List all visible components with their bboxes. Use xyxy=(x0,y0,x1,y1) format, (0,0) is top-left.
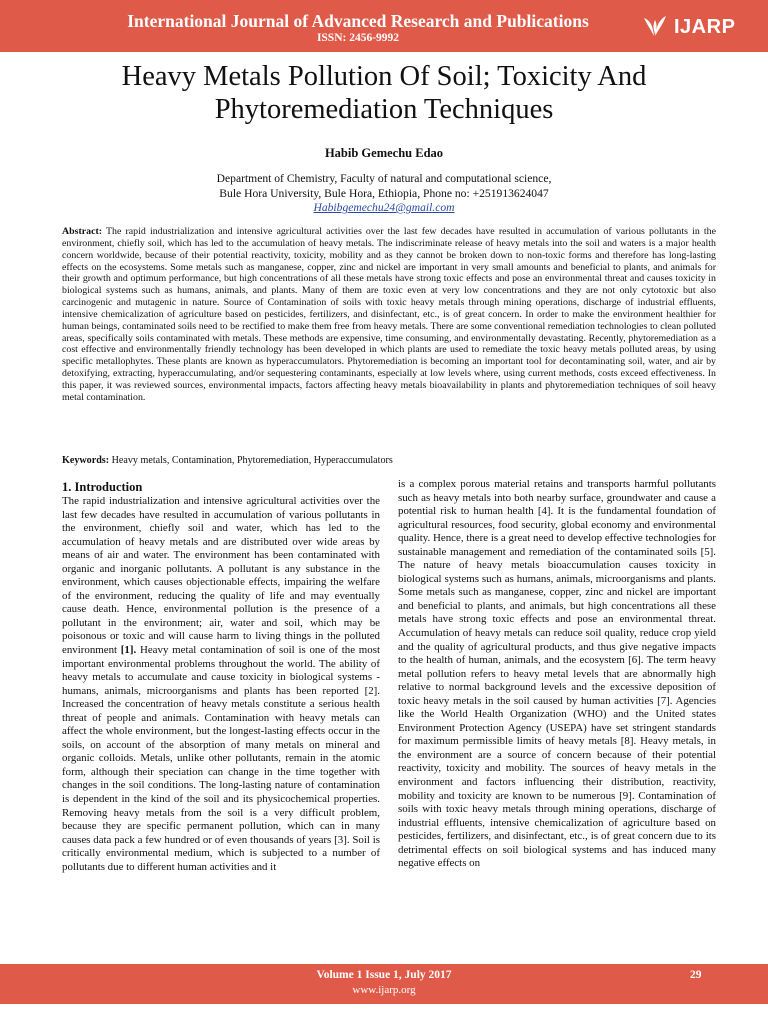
affiliation-line-2: Bule Hora University, Bule Hora, Ethiopia, Phone no: +251913624047 xyxy=(219,186,549,200)
abstract xyxy=(62,226,716,404)
website-link[interactable]: www.ijarp.org xyxy=(352,984,416,996)
intro-text-a: The rapid industrialization and intensive agricultural activities over the last few decades have resulted in accumulation of various pollutants in the environment, chiefly soil and water, which has led to the accumulation of heavy metals and are distributed over wide areas by means of air and water. The environment has been contaminated with organic and inorganic pollutants. A pollutant is any substance in the environment, which causes objectionable effects, impairing the welfare of the environment, reducing the quality of life and may eventually cause death. Hence, environmental pollution is the presence of a pollutant in the environment; air, water and soil, which may be poisonous or toxic and will cause harm to living things in the polluted environment xyxy=(62,495,380,657)
intro-text-b: Heavy metal contamination of soil is one of the most important environmental problems throughout the world. The ability of heavy metals to accumulate and cause toxicity in biological systems - humans, animals, microorganisms and plants has been reported [2]. Increased the concentration of heavy metals constitute a serious health threat of people and animals. Contamination with heavy metals can affect the whole environment, but the longest-lasting effects occur in the soils, on account of the absorption of many metals on mineral and organic colloids. Metals, unlike other pollutants, remain in the atomic form, although their speciation can change in the time together with changes in the soil conditions. The long-lasting nature of contamination is dependent in the kind of the soil and its physicochemical properties. Removing heavy metals from the soil is a very difficult problem, because they are specific permanent pollution, which can in many causes data pack a few hundred or of even thousands of years [3]. Soil is critically environmental medium, which is subjected to a number of pollutants due to different human activities and it xyxy=(62,644,380,873)
section-heading-introduction: 1. Introduction xyxy=(62,480,143,494)
affiliation-line-1: Department of Chemistry, Faculty of natural and computational science, xyxy=(216,172,552,185)
citation-1: [1]. xyxy=(120,644,137,657)
intro-paragraph xyxy=(62,495,380,874)
abstract-text: The rapid industrialization and intensive agricultural activities over the last few decades have resulted in accumulation of various pollutants in the environment, chiefly soil, which has led to the accumulation of heavy metals. The indiscriminate release of heavy metals into the soil and waters is a major health concern worldwide, because of their potential reactivity, toxicity, mobility and as they cannot be broken down to non-toxic forms and therefore has long-lasting effects on the ecosystems. Some metals such as manganese, copper, zinc and nickel are important in very small amounts and beneficial to plants, and animals for their growth and optimum performance, but high concentrations of all these metals have strong toxic effects and pose an environmental threat and causes toxicity in biological systems such as humans, animals, and plants. Many of them are toxic even at very low concentrations and they are not only cytotoxic but also carcinogenic and mutagenic in nature. Source of Contamination of soils with toxic heavy metals through mining operations, discharge of industrial effluents, intensive chemicalization of agriculture based on pesticides, fertilizers, and disinfectant, etc., is of great concern. In order to make the environment healthier for human beings, contaminated soils need to be rectified to make them free from heavy metals. There are some conventional remediation technologies to clean polluted areas, specifically soils contaminated with metals. These methods are expensive, time consuming, and environmentally devastating. Recently, phytoremediation as a cost effective and environmentally friendly technology has been developed in which plants are used to remediate the toxic heavy metals polluted areas, by using specific metallophytes. These plants are known as hyperaccumulators. Phytoremediation is becoming an important tool for decontaminating soil, water, and air by detoxifying, extracting, hyperaccumulating, and/or sequestering contaminants, especially at low levels where, using current methods, costs exceed effectiveness. In this paper, it was reviewed sources, environmental impacts, factors affecting heavy metals bioavailability in plants and phytoremediation techniques of soil heavy metal contamination. xyxy=(62,226,716,403)
email-link[interactable]: Habibgemechu24@gmail.com xyxy=(313,201,455,214)
paper-title xyxy=(40,60,728,126)
volume-info: Volume 1 Issue 1, July 2017 xyxy=(316,969,452,981)
right-column xyxy=(398,478,716,871)
left-column xyxy=(62,478,380,874)
title-line-1: Heavy Metals Pollution Of Soil; Toxicity And xyxy=(121,61,647,92)
journal-name: International Journal of Advanced Research and Publications xyxy=(127,11,589,31)
right-column-text: is a complex porous material retains and transports harmful pollutants such as heavy metals into both nearby surface, groundwater and cause a potential risk to human health [4]. It is the fundamental foundation of agricultural resources, food security, global economy and environmental quality. Hence, there is a great need to develop effective technologies for sustainable management and remediation of the contaminated soils [5]. The nature of heavy metals bioaccumulation causes toxicity in biological systems such as humans, animals, microorganisms and plants. Some metals such as manganese, copper, zinc and nickel are important and beneficial to plants, and animals, but high concentrations all these metals have strong toxic effects and pose an environmental threat. Accumulation of heavy metals can reduce soil quality, reduce crop yield and the quality of agricultural products, and thus give negative impacts to the health of human, animals, and the ecosystem [6]. The term heavy metal pollution refers to heavy metal levels that are abnormally high relative to normal background levels and the excessive deposition of toxic heavy metals in the soil caused by human activities [7]. Agencies like the World Health Organization (WHO) and the United states Environment Protection Agency (USEPA) have set stringent standards for maximum permissible limits of heavy metals [8]. Heavy metals, in the environment are a source of concern because of their potential reactivity, toxicity and mobility. The sources of heavy metals in the environment and factors influencing their distribution, reactivity, mobility and toxicity are known to be numerous [9]. Contamination of soils with toxic heavy metals through mining operations, discharge of industrial effluents, intensive chemicalization of agriculture based on pesticides, fertilizers, and disinfectant, etc., is of great concern due to its detrimental effects on soil biological systems and has induced many negative effects on xyxy=(398,478,716,870)
title-line-2: Phytoremediation Techniques xyxy=(214,94,554,125)
issn: ISSN: 2456-9992 xyxy=(316,32,400,44)
keywords-label: Keywords: xyxy=(62,455,110,466)
keywords-text: Heavy metals, Contamination, Phytoremediation, Hyperaccumulators xyxy=(111,455,393,466)
affiliation xyxy=(0,172,768,216)
keywords xyxy=(62,455,716,466)
leaf-logo-icon xyxy=(640,12,670,42)
page-number: 29 xyxy=(690,969,702,981)
journal-logo xyxy=(640,12,735,42)
logo-text: IJARP xyxy=(674,15,736,38)
author-name: Habib Gemechu Edao xyxy=(324,146,444,160)
abstract-label: Abstract: xyxy=(62,226,103,237)
